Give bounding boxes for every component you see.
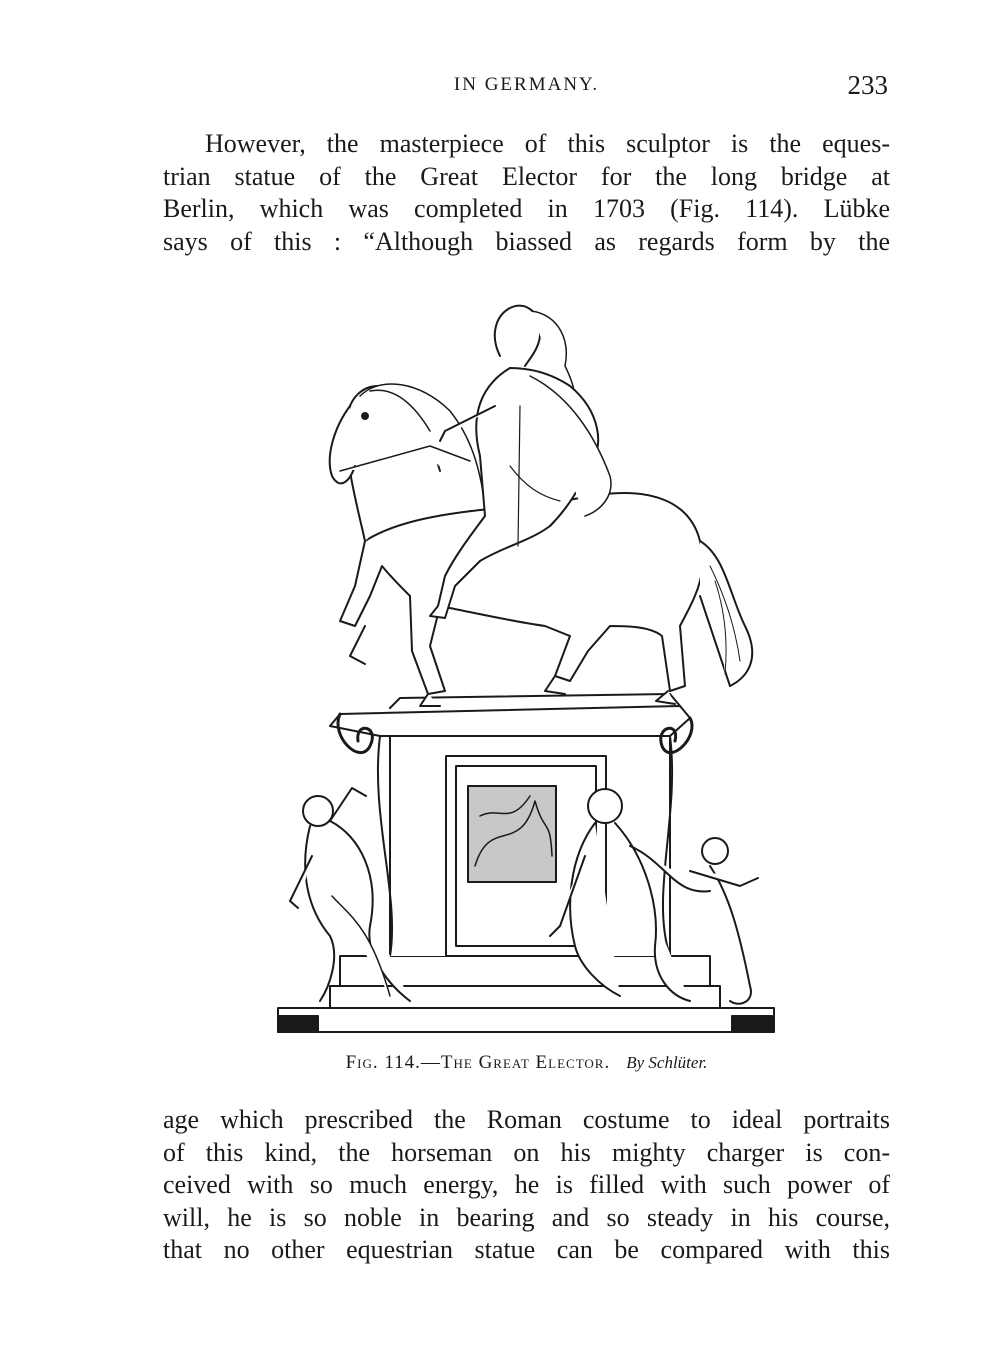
text-line: ceived with so much energy, he is filled with such power of <box>163 1170 890 1199</box>
text-line: However, the masterpiece of this sculptor is the eques- <box>205 129 890 158</box>
text-line: says of this : “Although biassed as regards form by the <box>163 226 890 256</box>
top-paragraph <box>163 128 890 258</box>
text-line: will, he is so noble in bearing and so steady in his course, <box>163 1202 890 1232</box>
figure-caption <box>163 1052 890 1074</box>
text-line: age which prescribed the Roman costume to ideal portraits <box>163 1105 890 1134</box>
text-line: that no other equestrian statue can be compared with this <box>163 1235 890 1264</box>
running-head <box>163 70 890 104</box>
caption-byline: By Schlüter. <box>626 1053 708 1072</box>
text-line: trian statue of the Great Elector for the long bridge at <box>163 161 890 191</box>
text-line: Berlin, which was completed in 1703 (Fig. 114). Lübke <box>163 194 890 223</box>
pedestal <box>330 694 692 956</box>
caption-label: Fig. 114.—The Great Elector. <box>345 1052 611 1073</box>
equestrian-statue-illustration <box>270 296 780 1041</box>
chapter-title: IN GERMANY. <box>453 74 600 95</box>
bottom-paragraph <box>163 1104 890 1267</box>
page-number: 233 <box>847 70 888 100</box>
text-line: of this kind, the horseman on his mighty charger is con- <box>163 1137 890 1167</box>
plinth <box>278 956 774 1032</box>
